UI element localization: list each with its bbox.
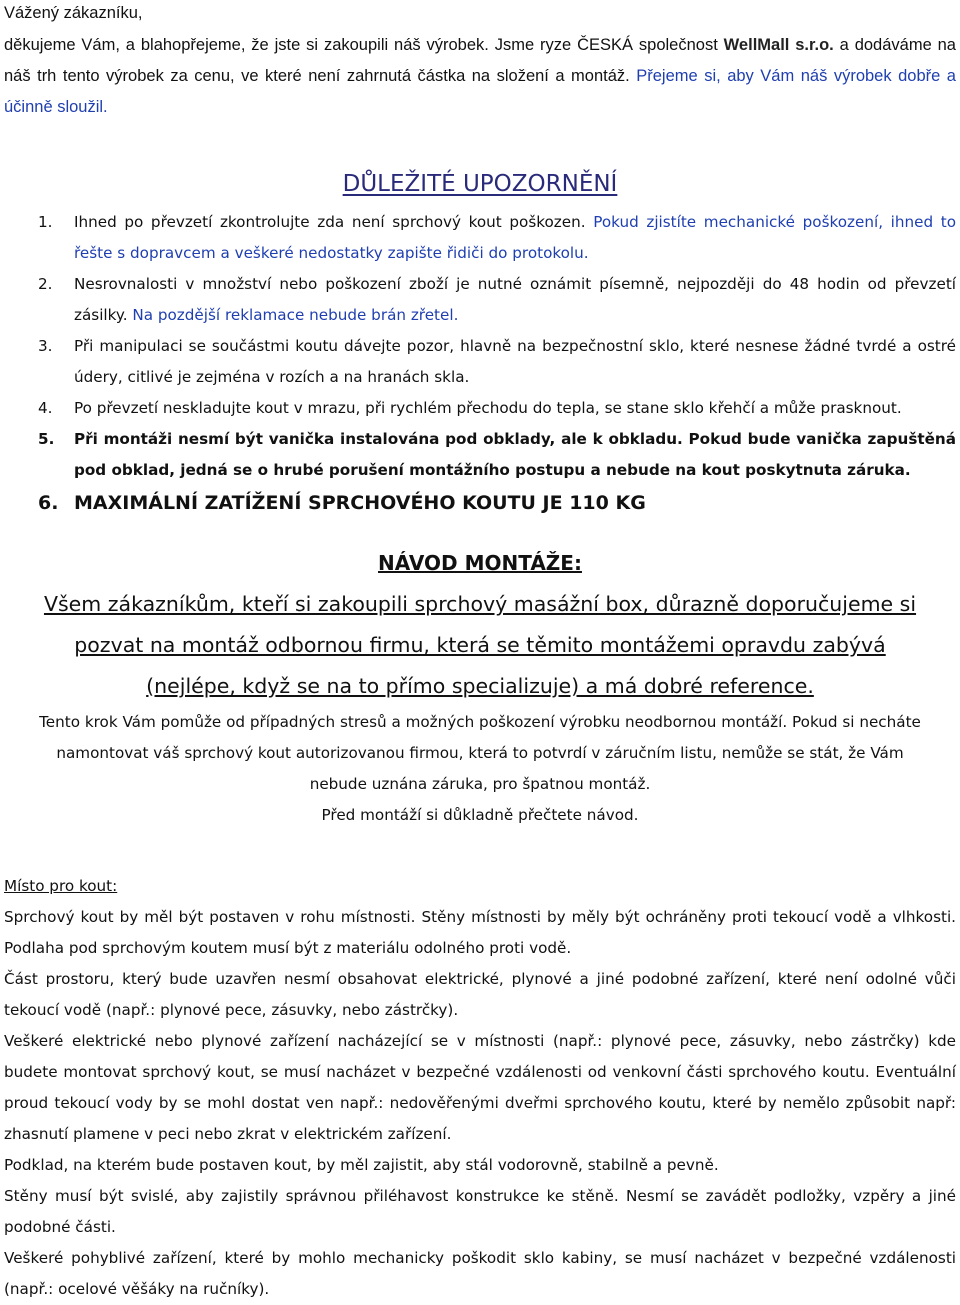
notice-text: MAXIMÁLNÍ ZATÍŽENÍ SPRCHOVÉHO KOUTU JE 110 KG: [74, 492, 646, 514]
notice-number: 1.: [38, 213, 53, 231]
notice-number: 2.: [38, 275, 53, 293]
important-notice-heading: DŮLEŽITÉ UPOZORNĚNÍ: [342, 171, 618, 197]
assembly-note-line-4: Před montáží si důkladně přečtete návod.: [321, 806, 639, 824]
notice-text: Při manipulaci se součástmi koutu dávejte pozor, hlavně na bezpečnostní sklo, které nesnese žádné tvrdé a ostré údery, citlivé je zejména v rozích a na hranách skla.: [74, 337, 956, 386]
recommendation-line-2: pozvat na montáž odbornou firmu, která se těmito montážemi opravdu zabývá: [74, 633, 886, 657]
intro-paragraph: [4, 30, 956, 123]
assembly-heading: NÁVOD MONTÁŽE:: [378, 551, 582, 575]
notice-text: Po převzetí neskladujte kout v mrazu, při rychlém přechodu do tepla, se stane sklo křehčí a může prasknout.: [74, 399, 902, 417]
intro-text-1: děkujeme Vám, a blahopřejeme, že jste si zakoupili náš výrobek. Jsme ryze ČESKÁ společnost: [4, 36, 724, 54]
greeting: Vážený zákazníku,: [4, 4, 143, 22]
recommendation-line-3: (nejlépe, když se na to přímo specializuje) a má dobré reference.: [146, 674, 814, 698]
company-name: WellMall s.r.o.: [723, 36, 834, 54]
intro-text-2: a dodáváme na náš trh tento výrobek za cenu, ve které není zahrnutá částka na složení a montáž.: [4, 36, 956, 85]
placement-paragraph-1: Sprchový kout by měl být postaven v rohu místnosti. Stěny místnosti by měly být ochráněny proti tekoucí vodě a vlhkosti. Podlaha pod sprchovým koutem musí být z materiálu odolného proti vodě.: [4, 908, 956, 957]
notice-number: 6.: [38, 492, 59, 514]
notice-item-5: [4, 424, 956, 486]
recommendation-line-1: Všem zákazníkům, kteří si zakoupili sprchový masážní box, důrazně doporučujeme si: [43, 592, 917, 616]
notice-text: Při montáži nesmí být vanička instalována pod obklady, ale k obkladu.: [74, 430, 689, 448]
notice-text: Nesrovnalosti v množství nebo poškození zboží je nutné oznámit písemně, nejpozději do 48 hodin od převzetí zásilky.: [74, 275, 956, 324]
assembly-note-line-2: namontovat váš sprchový kout autorizovanou firmou, která to potvrdí v záručním listu, nemůže se stát, že Vám: [56, 744, 904, 762]
important-notice-list: [4, 207, 956, 520]
notice-text: Ihned po převzetí zkontrolujte zda není sprchový kout poškozen.: [74, 213, 594, 231]
notice-number: 3.: [38, 337, 53, 355]
notice-item-6: [4, 486, 956, 520]
notice-number: 5.: [38, 430, 55, 448]
placement-paragraph-6: Veškeré pohyblivé zařízení, které by mohlo mechanicky poškodit sklo kabiny, se musí nacházet v bezpečné vzdálenosti (např.: ocelové věšáky na ručníky).: [4, 1249, 956, 1298]
notice-text-emphasis: Pokud bude vanička zapuštěná pod obklad, jedná se o hrubé porušení montážního postupu a nebude na kout poskytnuta záruka.: [74, 430, 956, 479]
placement-label: Místo pro kout:: [4, 877, 118, 895]
assembly-note-line-1: Tento krok Vám pomůže od případných stresů a možných poškození výrobku neodbornou montáží. Pokud si necháte: [39, 713, 921, 731]
notice-item-2: [4, 269, 956, 331]
placement-paragraph-4: Podklad, na kterém bude postaven kout, by měl zajistit, aby stál vodorovně, stabilně a pevně.: [4, 1156, 719, 1174]
notice-item-1: [4, 207, 956, 269]
placement-paragraph-3: Veškeré elektrické nebo plynové zařízení nacházející se v místnosti (např.: plynové pece, zásuvky, nebo zástrčky) kde budete montovat sprchový kout, se musí nacházet v bezpečné vzdálenosti od venkovní části sprchového koutu. Eventuální proud tekoucí vody by se mohl dostat ven např.: nedověřenými dveřmi sprchového koutu, které by nemělo způsobit např: zhasnutí plamene v peci nebo zkrat v elektrickém zařízení.: [4, 1032, 956, 1143]
placement-paragraph-5: Stěny musí být svislé, aby zajistily správnou přiléhavost konstrukce ke stěně. Nesmí se zavádět podložky, vzpěry a jiné podobné části.: [4, 1187, 956, 1236]
placement-paragraph-2: Část prostoru, který bude uzavřen nesmí obsahovat elektrické, plynové a jiné podobné zařízení, které není odolné vůči tekoucí vodě (např.: plynové pece, zásuvky, nebo zástrčky).: [4, 970, 956, 1019]
assembly-note-line-3: nebude uznána záruka, pro špatnou montáž.: [309, 775, 651, 793]
notice-item-4: [4, 393, 956, 424]
notice-text-emphasis: Pokud zjistíte mechanické poškození, ihned to řešte s dopravcem a veškeré nedostatky zapište řidiči do protokolu.: [74, 213, 957, 262]
notice-item-3: [4, 331, 956, 393]
notice-number: 4.: [38, 399, 53, 417]
intro-text-3: Přejeme si, aby Vám náš výrobek dobře a účinně sloužil.: [4, 67, 956, 116]
notice-text-emphasis: Na pozdější reklamace nebude brán zřetel.: [132, 306, 459, 324]
